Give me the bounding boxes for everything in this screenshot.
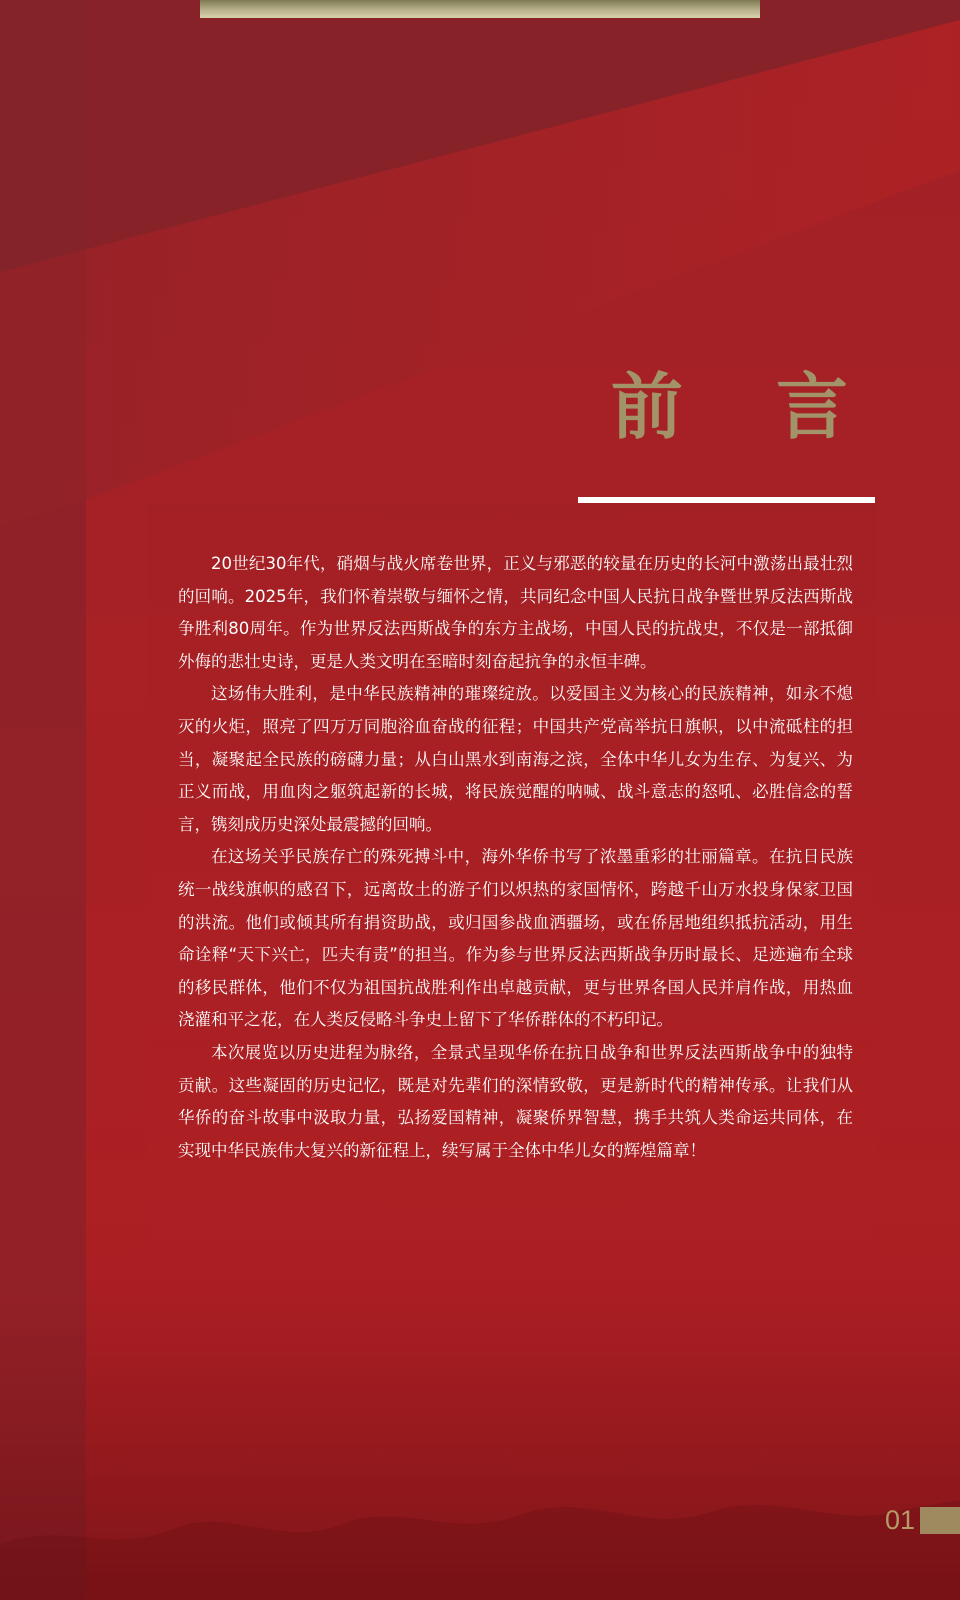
page-title: 前 言 — [610, 364, 882, 449]
page-number: 01 — [885, 1505, 916, 1535]
paragraph-1: 20世纪30年代，硝烟与战火席卷世界，正义与邪恶的较量在历史的长河中激荡出最壮烈的回响。2025年，我们怀着崇敬与缅怀之情，共同纪念中国人民抗日战争暨世界反法西斯战争胜利80周年。作为世界反法西斯战争的东方主战场，中国人民的抗战史，不仅是一部抵御外侮的悲壮史诗，更是人类文明在至暗时刻奋起抗争的永恒丰碑。 — [178, 554, 853, 671]
preface-text — [178, 548, 853, 1167]
page-number-bar — [920, 1507, 960, 1534]
paragraph-2: 这场伟大胜利，是中华民族精神的璀璨绽放。以爱国主义为核心的民族精神，如永不熄灭的火炬，照亮了四万万同胞浴血奋战的征程；中国共产党高举抗日旗帜，以中流砥柱的担当，凝聚起全民族的磅礴力量；从白山黑水到南海之滨，全体中华儿女为生存、为复兴、为正义而战，用血肉之躯筑起新的长城，将民族觉醒的呐喊、战斗意志的怒吼、必胜信念的誓言，镌刻成历史深处最震撼的回响。 — [178, 684, 853, 834]
top-gold-bar — [200, 0, 760, 18]
paragraph-4: 本次展览以历史进程为脉络，全景式呈现华侨在抗日战争和世界反法西斯战争中的独特贡献。这些凝固的历史记忆，既是对先辈们的深情致敬，更是新时代的精神传承。让我们从华侨的奋斗故事中汲取力量，弘扬爱国精神，凝聚侨界智慧，携手共筑人类命运共同体，在实现中华民族伟大复兴的新征程上，续写属于全体中华儿女的辉煌篇章！ — [178, 1042, 853, 1160]
title-underline — [578, 497, 875, 503]
paragraph-3: 在这场关乎民族存亡的殊死搏斗中，海外华侨书写了浓墨重彩的壮丽篇章。在抗日民族统一战线旗帜的感召下，远离故土的游子们以炽热的家国情怀，跨越千山万水投身保家卫国的洪流。他们或倾其所有捐资助战，或归国参战血洒疆场，或在侨居地组织抵抗活动，用生命诠释“天下兴亡，匹夫有责”的担当。作为参与世界反法西斯战争历时最长、足迹遍布全球的移民群体，他们不仅为祖国抗战胜利作出卓越贡献，更与世界各国人民并肩作战，用热血浇灌和平之花，在人类反侵略斗争史上留下了华侨群体的不朽印记。 — [178, 847, 853, 1030]
